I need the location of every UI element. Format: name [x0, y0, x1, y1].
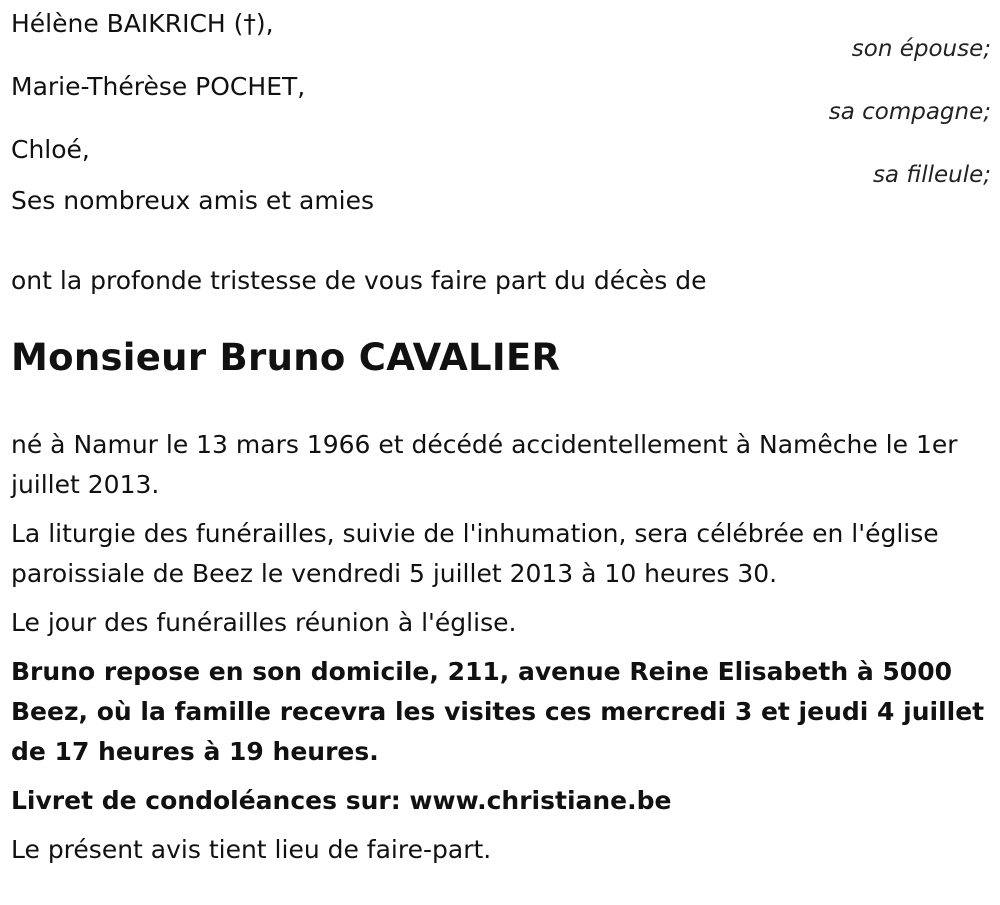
birth-death-paragraph: né à Namur le 13 mars 1966 et décédé accidentellement à Namêche le 1er juillet 2013. [11, 430, 958, 499]
family-member-goddaughter [11, 126, 991, 189]
condolence-book-line: Livret de condoléances sur: www.christiane.be [11, 786, 672, 815]
family-member-relation: sa filleule; [872, 162, 991, 188]
deceased-name: Monsieur Bruno CAVALIER [11, 336, 561, 379]
family-member-relation: son épouse; [851, 36, 991, 62]
family-member-companion [11, 63, 991, 126]
announcement-intro: ont la profonde tristesse de vous faire part du décès de [11, 266, 707, 295]
notice-line: Le présent avis tient lieu de faire-part. [11, 835, 492, 864]
meeting-paragraph: Le jour des funérailles réunion à l'église. [11, 608, 517, 637]
family-member-relation: sa compagne; [828, 99, 991, 125]
family-member-spouse [11, 0, 991, 63]
family-member-name: Hélène BAIKRICH (†), [11, 9, 274, 38]
friends-line: Ses nombreux amis et amies [11, 186, 375, 215]
liturgy-paragraph: La liturgie des funérailles, suivie de l'inhumation, sera célébrée en l'église paroissiale de Beez le vendredi 5 juillet 2013 à 10 heures 30. [11, 519, 939, 588]
family-member-name: Marie-Thérèse POCHET, [11, 72, 306, 101]
obituary-notice [11, 0, 991, 870]
wake-paragraph: Bruno repose en son domicile, 211, avenue Reine Elisabeth à 5000 Beez, où la famille recevra les visites ces mercredi 3 et jeudi 4 juillet de 17 heures à 19 heures. [11, 657, 985, 766]
family-member-name: Chloé, [11, 135, 90, 164]
